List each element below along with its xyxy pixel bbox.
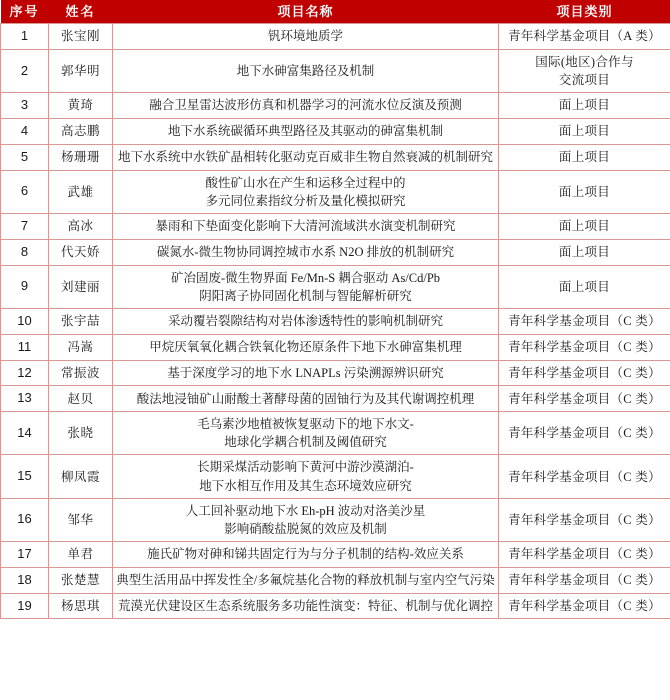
project-title-line-1: 长期采煤活动影响下黄河中游沙漠湖泊- [197, 460, 414, 475]
project-title-line-1: 融合卫星雷达波形仿真和机器学习的河流水位反演及预测 [149, 98, 462, 113]
cell-project-title [113, 360, 499, 386]
cell-applicant-name: 黄琦 [49, 93, 113, 119]
cell-seq: 16 [1, 498, 49, 541]
cell-project-title [113, 118, 499, 144]
cell-project-type [499, 265, 670, 308]
cell-seq: 6 [1, 170, 49, 213]
cell-project-title [113, 593, 499, 619]
project-title-line-1: 甲烷厌氧氧化耦合铁氧化物还原条件下地下水砷富集机理 [149, 340, 462, 355]
project-title-line-1: 采动覆岩裂隙结构对岩体渗透特性的影响机制研究 [167, 314, 443, 329]
cell-seq: 19 [1, 593, 49, 619]
cell-project-type [499, 239, 670, 265]
project-title-line-1: 施氏矿物对砷和锑共固定行为与分子机制的结构-效应关系 [147, 547, 464, 562]
cell-project-type [499, 24, 670, 50]
column-header-seq: 序号 [1, 0, 49, 24]
table-row [1, 213, 670, 239]
cell-applicant-name: 常振波 [49, 360, 113, 386]
cell-project-type [499, 144, 670, 170]
cell-applicant-name: 单君 [49, 541, 113, 567]
cell-project-title [113, 93, 499, 119]
project-title-line-1: 酸性矿山水在产生和运移全过程中的 [205, 175, 406, 190]
cell-seq: 11 [1, 334, 49, 360]
cell-applicant-name: 武雄 [49, 170, 113, 213]
cell-seq: 15 [1, 455, 49, 498]
cell-project-type [499, 498, 670, 541]
cell-project-title [113, 144, 499, 170]
cell-project-title [113, 498, 499, 541]
cell-project-type [499, 334, 670, 360]
cell-project-title [113, 265, 499, 308]
cell-applicant-name: 杨思琪 [49, 593, 113, 619]
project-title-line-1: 酸法地浸铀矿山耐酸土著酵母菌的固铀行为及其代谢调控机理 [136, 391, 475, 406]
project-type-line-1: 青年科学基金项目（A 类） [508, 29, 661, 44]
cell-applicant-name: 张楚慧 [49, 567, 113, 593]
cell-project-type [499, 360, 670, 386]
table-row [1, 498, 670, 541]
project-title-line-1: 地下水系统中水铁矿晶相转化驱动克百威非生物自然衰减的机制研究 [117, 150, 493, 165]
cell-project-type [499, 541, 670, 567]
cell-seq: 4 [1, 118, 49, 144]
cell-project-title [113, 239, 499, 265]
cell-seq: 14 [1, 412, 49, 455]
project-title-line-2: 影响硝酸盐脱氮的效应及机制 [224, 521, 387, 536]
cell-project-title [113, 334, 499, 360]
table-row [1, 360, 670, 386]
table-row [1, 386, 670, 412]
cell-seq: 7 [1, 213, 49, 239]
table-row [1, 144, 670, 170]
cell-seq: 17 [1, 541, 49, 567]
cell-project-title [113, 412, 499, 455]
table-header-row [1, 0, 670, 24]
column-header-name: 姓名 [49, 0, 113, 24]
cell-project-type [499, 213, 670, 239]
cell-project-type [499, 412, 670, 455]
table-row [1, 412, 670, 455]
cell-applicant-name: 冯嵩 [49, 334, 113, 360]
project-title-line-1: 钒环境地质学 [267, 29, 343, 44]
project-title-line-1: 地下水砷富集路径及机制 [236, 63, 375, 78]
project-type-line-1: 面上项目 [558, 245, 611, 260]
cell-project-type [499, 386, 670, 412]
cell-applicant-name: 代天娇 [49, 239, 113, 265]
cell-seq: 12 [1, 360, 49, 386]
cell-applicant-name: 高志鹏 [49, 118, 113, 144]
cell-project-title [113, 170, 499, 213]
column-header-project-type: 项目类别 [499, 0, 670, 24]
cell-seq: 5 [1, 144, 49, 170]
table-row [1, 118, 670, 144]
cell-project-type [499, 308, 670, 334]
table-row [1, 239, 670, 265]
project-type-line-1: 青年科学基金项目（C 类） [508, 340, 661, 355]
project-title-line-1: 毛乌素沙地植被恢复驱动下的地下水文- [197, 417, 414, 432]
table-row [1, 49, 670, 92]
project-type-line-1: 面上项目 [558, 98, 611, 113]
cell-applicant-name: 邹华 [49, 498, 113, 541]
table-row [1, 24, 670, 50]
table-row [1, 593, 670, 619]
project-type-line-1: 面上项目 [558, 124, 611, 139]
project-type-line-1: 青年科学基金项目（C 类） [508, 598, 661, 613]
cell-project-title [113, 455, 499, 498]
project-title-line-1: 矿冶固废-微生物界面 Fe/Mn-S 耦合驱动 As/Cd/Pb [170, 270, 441, 285]
cell-project-title [113, 541, 499, 567]
cell-seq: 8 [1, 239, 49, 265]
cell-applicant-name: 柳凤霞 [49, 455, 113, 498]
project-type-line-1: 青年科学基金项目（C 类） [508, 512, 661, 527]
cell-seq: 10 [1, 308, 49, 334]
project-title-line-1: 暴雨和下垫面变化影响下大清河流域洪水演变机制研究 [155, 219, 456, 234]
cell-project-type [499, 567, 670, 593]
project-type-line-1: 青年科学基金项目（C 类） [508, 547, 661, 562]
project-title-line-2: 阴阳离子协同固化机制与智能解析研究 [199, 288, 412, 303]
table-row [1, 334, 670, 360]
cell-seq: 2 [1, 49, 49, 92]
table-row [1, 170, 670, 213]
table-row [1, 93, 670, 119]
project-type-line-1: 青年科学基金项目（C 类） [508, 314, 661, 329]
cell-project-type [499, 455, 670, 498]
cell-applicant-name: 张宇喆 [49, 308, 113, 334]
cell-applicant-name: 张宝刚 [49, 24, 113, 50]
project-type-line-1: 面上项目 [558, 184, 611, 199]
table-body [1, 24, 670, 619]
cell-seq: 9 [1, 265, 49, 308]
project-type-line-2: 交流项目 [558, 72, 611, 87]
cell-project-type [499, 93, 670, 119]
table-row [1, 567, 670, 593]
table-row [1, 308, 670, 334]
cell-project-type [499, 118, 670, 144]
table-row [1, 265, 670, 308]
project-type-line-1: 青年科学基金项目（C 类） [508, 426, 661, 441]
cell-applicant-name: 赵贝 [49, 386, 113, 412]
project-title-line-2: 地球化学耦合机制及阈值研究 [224, 435, 387, 450]
table-header [1, 0, 670, 24]
cell-project-title [113, 24, 499, 50]
project-title-line-1: 人工回补驱动地下水 Eh-pH 波动对洛美沙星 [185, 503, 426, 518]
project-title-line-1: 基于深度学习的地下水 LNAPLs 污染溯源辨识研究 [167, 365, 444, 380]
project-title-line-1: 典型生活用品中挥发性全/多氟烷基化合物的释放机制与室内空气污染 [116, 573, 495, 588]
project-title-line-1: 荒漠光伏建设区生态系统服务多功能性演变：特征、机制与优化调控 [117, 598, 493, 613]
cell-applicant-name: 郭华明 [49, 49, 113, 92]
cell-project-type [499, 49, 670, 92]
table-row [1, 541, 670, 567]
project-type-line-1: 青年科学基金项目（C 类） [508, 573, 661, 588]
cell-project-title [113, 386, 499, 412]
project-title-line-1: 碳氮水-微生物协同调控城市水系 N2O 排放的机制研究 [156, 245, 455, 260]
cell-applicant-name: 张晓 [49, 412, 113, 455]
cell-seq: 13 [1, 386, 49, 412]
project-type-line-1: 青年科学基金项目（C 类） [508, 391, 661, 406]
cell-project-type [499, 593, 670, 619]
cell-applicant-name: 刘建丽 [49, 265, 113, 308]
cell-project-title [113, 308, 499, 334]
project-type-line-1: 面上项目 [558, 279, 611, 294]
column-header-project-title: 项目名称 [113, 0, 499, 24]
cell-applicant-name: 高冰 [49, 213, 113, 239]
project-title-line-2: 多元同位素指纹分析及量化模拟研究 [205, 193, 406, 208]
cell-project-title [113, 567, 499, 593]
project-type-line-1: 青年科学基金项目（C 类） [508, 365, 661, 380]
cell-applicant-name: 杨珊珊 [49, 144, 113, 170]
cell-seq: 18 [1, 567, 49, 593]
project-title-line-1: 地下水系统碳循环典型路径及其驱动的砷富集机制 [167, 124, 443, 139]
cell-project-title [113, 213, 499, 239]
project-title-line-2: 地下水相互作用及其生态环境效应研究 [199, 478, 412, 493]
table-row [1, 455, 670, 498]
project-type-line-1: 面上项目 [558, 150, 611, 165]
cell-project-type [499, 170, 670, 213]
project-type-line-1: 国际(地区)合作与 [535, 54, 634, 69]
cell-seq: 3 [1, 93, 49, 119]
cell-project-title [113, 49, 499, 92]
cell-seq: 1 [1, 24, 49, 50]
project-type-line-1: 面上项目 [558, 219, 611, 234]
project-type-line-1: 青年科学基金项目（C 类） [508, 469, 661, 484]
